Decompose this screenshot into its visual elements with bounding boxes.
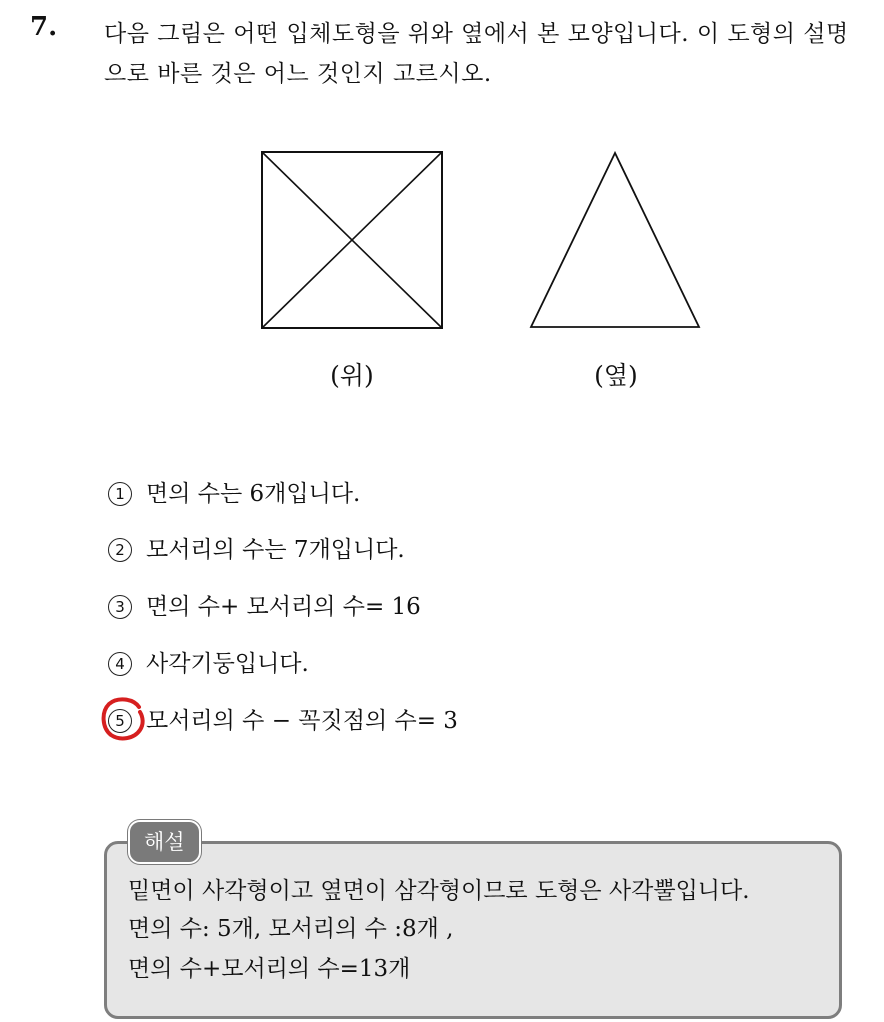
choice-5-text: 모서리의 수 − 꼭짓점의 수= 3 (146, 708, 458, 734)
question-number: 7. (30, 12, 58, 42)
top-view-figure (258, 148, 446, 332)
choice-2-mark: 2 (108, 538, 132, 562)
side-view-figure (528, 148, 704, 332)
choice-4-mark: 4 (108, 652, 132, 676)
choice-3[interactable] (108, 587, 421, 627)
side-view-triangle (531, 153, 699, 327)
choice-1[interactable] (108, 474, 360, 514)
choice-1-text: 면의 수는 6개입니다. (146, 481, 361, 507)
choice-3-text: 면의 수+ 모서리의 수= 16 (146, 594, 421, 620)
explanation-line-3: 면의 수+모서리의 수=13개 (128, 956, 411, 982)
answer-circle-stroke (104, 699, 143, 738)
choice-5[interactable] (108, 701, 458, 741)
question-text: 다음 그림은 어떤 입체도형을 위와 옆에서 본 모양입니다. 이 도형의 설명으로 바른 것은 어느 것인지 고르시오. (104, 21, 849, 87)
answer-circle-mark (99, 694, 147, 742)
explanation-line-1: 밑면이 사각형이고 옆면이 삼각형이므로 도형은 사각뿔입니다. (128, 878, 750, 904)
explanation-line-2: 면의 수: 5개, 모서리의 수 :8개 , (128, 916, 454, 942)
choice-2-text: 모서리의 수는 7개입니다. (146, 537, 405, 563)
explanation-tag: 해설 (128, 820, 201, 864)
side-view-label: (옆) (594, 361, 638, 390)
choice-2[interactable] (108, 530, 405, 570)
top-view-label: (위) (330, 361, 374, 390)
choice-4[interactable] (108, 644, 309, 684)
choice-1-mark: 1 (108, 482, 132, 506)
choice-3-mark: 3 (108, 595, 132, 619)
choice-4-text: 사각기둥입니다. (146, 651, 309, 677)
choice-5-mark: 5 (108, 709, 132, 733)
